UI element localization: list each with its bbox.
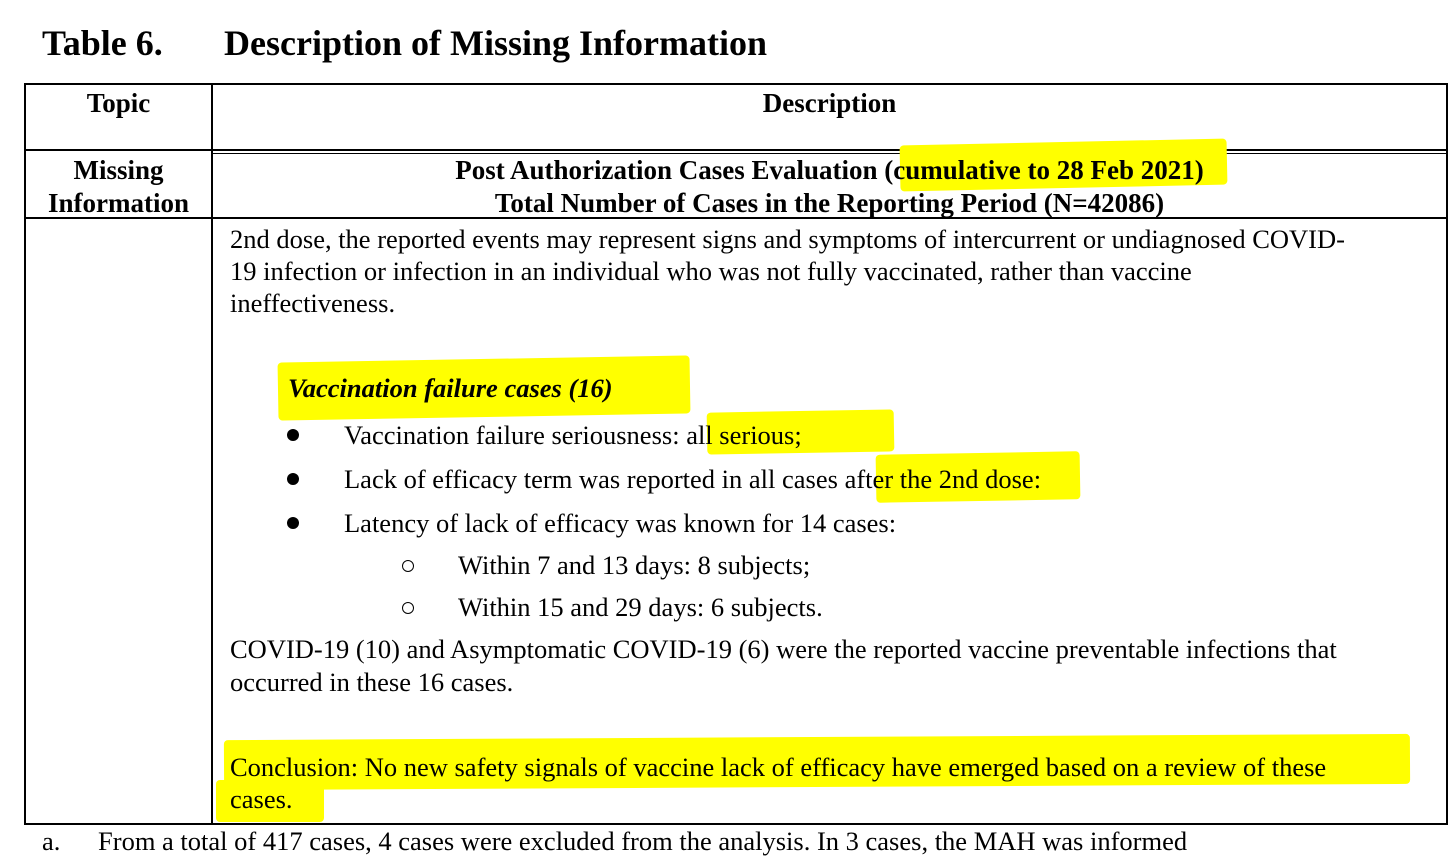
- header-row-divider-inner: [211, 153, 1448, 154]
- paragraph-1-line-1: 2nd dose, the reported events may represent signs and symptoms of intercurrent or undiagnosed COVID-: [230, 224, 1345, 254]
- conclusion-line-2: cases.: [230, 784, 293, 814]
- bullet-2-post: :: [1033, 464, 1042, 494]
- bullet-1-text: [344, 419, 802, 451]
- circle-bullet-icon: [402, 602, 414, 614]
- bullet-icon: [287, 517, 299, 529]
- table-number: Table 6.: [42, 23, 163, 63]
- footnote-text: From a total of 417 cases, 4 cases were excluded from the analysis. In 3 cases, the MAH was informed: [98, 826, 1188, 856]
- topic-line1: Missing: [73, 155, 164, 185]
- topic-line2: Information: [48, 188, 189, 218]
- bullet-2-pre: Lack of efficacy term was reported in all cases: [344, 464, 845, 494]
- circle-bullet-icon: [402, 560, 414, 572]
- sub-bullet-1-text: Within 7 and 13 days: 8 subjects;: [458, 550, 811, 580]
- sub-bullet-2-text: Within 15 and 29 days: 6 subjects.: [458, 592, 823, 622]
- conclusion-line-1: Conclusion: No new safety signals of vaccine lack of efficacy have emerged based on a review of these: [230, 752, 1327, 782]
- bullet-icon: [287, 473, 299, 485]
- bullet-2-highlight: after the 2nd dose: [844, 464, 1034, 494]
- bullet-3-text: Latency of lack of efficacy was known for 14 cases:: [344, 508, 897, 538]
- table-border-right: [1446, 83, 1448, 825]
- bullet-icon: [287, 429, 299, 441]
- footnote-marker: a.: [42, 826, 61, 856]
- description-header-line1-pre: Post Authorization Cases Evaluation (: [455, 155, 894, 185]
- header-row-divider: [24, 149, 1448, 151]
- header-topic: Topic: [86, 88, 151, 118]
- paragraph-2-line-1: COVID-19 (10) and Asymptomatic COVID-19 (6) were the reported vaccine preventable infections that: [230, 634, 1337, 664]
- bullet-1-pre: Vaccination failure seriousness:: [344, 420, 687, 450]
- description-header-line2: Total Number of Cases in the Reporting Period (N=42086): [494, 188, 1165, 218]
- bullet-1-highlight: all serious;: [686, 420, 802, 450]
- description-header-line1: [213, 155, 1446, 186]
- paragraph-1-line-3: ineffectiveness.: [230, 288, 396, 318]
- paragraph-2-line-2: occurred in these 16 cases.: [230, 667, 514, 697]
- description-header-line1-highlight: cumulative to 28 Feb 2021): [893, 155, 1204, 185]
- table-border-top: [24, 83, 1448, 85]
- subheading-vaccination-failure: Vaccination failure cases (16): [288, 373, 613, 403]
- table-title: Description of Missing Information: [224, 23, 767, 63]
- paragraph-1-line-2: 19 infection or infection in an individual who was not fully vaccinated, rather than vaccine: [230, 256, 1192, 286]
- bullet-2-text: [344, 463, 1041, 495]
- header-description: Description: [762, 88, 897, 118]
